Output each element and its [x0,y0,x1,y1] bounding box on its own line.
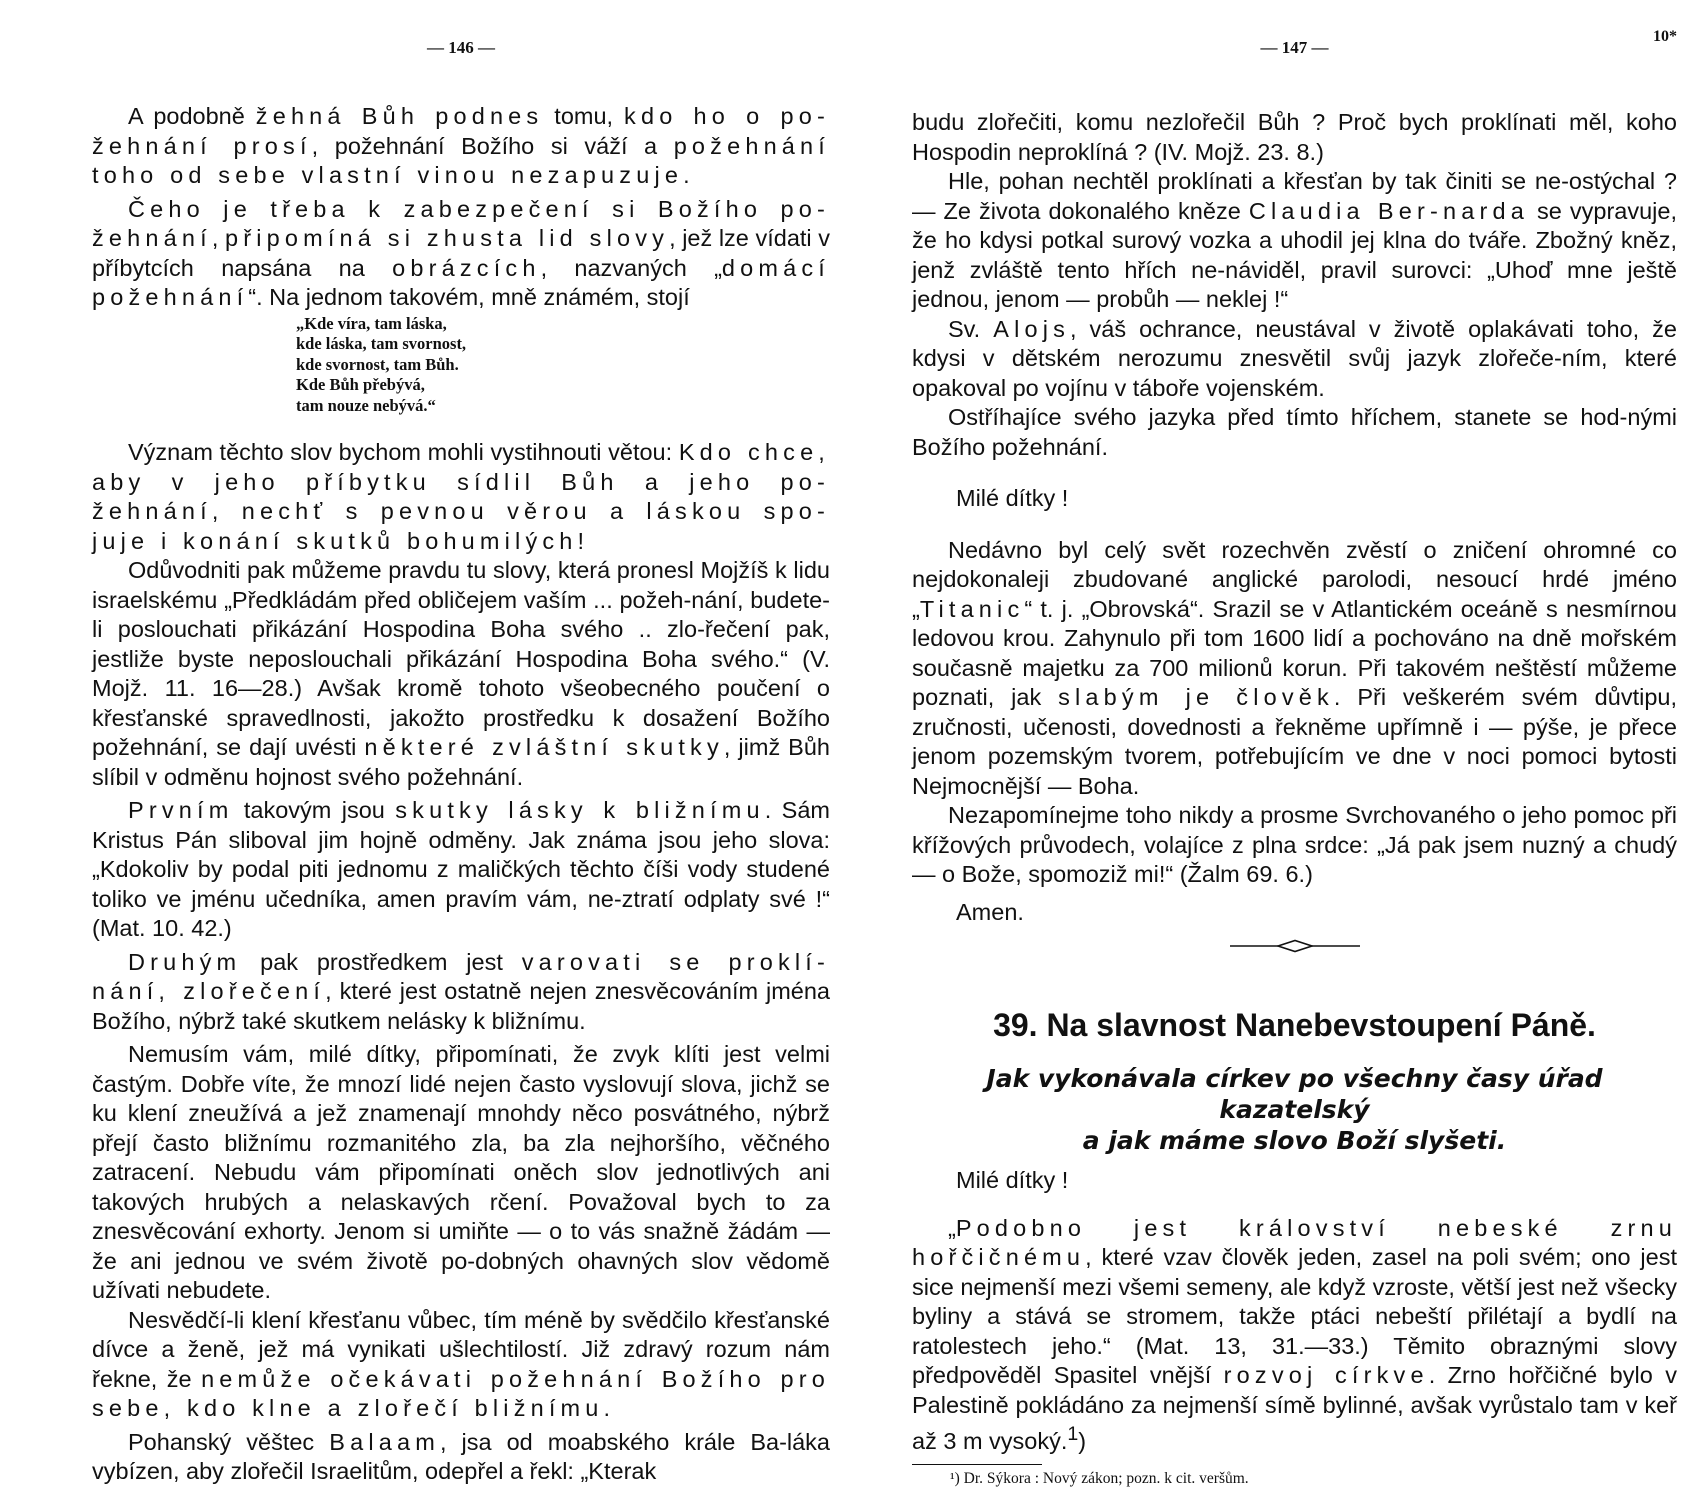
paragraph [912,1214,1677,1457]
footnote-marker: 1 [1067,1423,1079,1445]
emphasis-spaced: některé zvláštní skutky [364,734,724,760]
text-run: pak prostředkem jest [241,948,522,975]
emphasis-spaced: nemůže očekávati požehnání Božího pro sebe, kdo klne a zlořečí bližnímu [92,1365,830,1421]
text-run: , jimž Bůh slíbil v odměnu hojnost svého požehnání. [92,734,830,790]
emphasis-spaced: Kdo chce, aby v jeho příbytku sídlil Bůh a jeho po-žehnání, nechť s pevnou věrou a láskou spo-juje i konání skutků bohumilých [92,439,831,554]
text-run: , jsa od moabského krále Ba-láka vybízen, aby zlořečil Israelitům, odepřel a řekl: „Kterak [92,1428,831,1484]
signature-mark: 10* [1653,28,1677,45]
chapter-subtitle [912,1063,1677,1156]
text-run: Ostříhajíce svého jazyka před tímto hříchem, stanete se hod-nými Božího požehnání. [912,404,1677,460]
emphasis-spaced: rozvoj církve [1223,1362,1429,1388]
text-run: Nesvědčí-li klení křesťanu vůbec, tím méně by svědčilo křesťanské dívce a ženě, jež má vynikati ušlechtilostí. Již zdravý rozum nám řekne, že [92,1306,830,1392]
text-run: Hle, pohan nechtěl proklínati a křesťan by tak činiti se ne-ostýchal ? — Ze života dokonalého kněze [912,168,1677,224]
text-run: Odůvodniti pak můžeme pravdu tu slovy, která pronesl Mojžíš k lidu israelskému „Předkládám před obličejem vaším ... požeh-nání, budete-li poslouchati přikázání Hospodina Boha svého .. zlo-řečení pak, jestliže byste neposlouchali přikázání Hospodina Boha svého.“ (V. Mojž. 11. 16—28.) Avšak kromě tohoto všeobecného poučení o křesťanské spravedlnosti, jakožto prostředku k dosažení Božího požehnání, se dají uvésti [92,557,830,760]
emphasis-spaced: požehnání toho od sebe vlastní vinou nezapuzuje [92,132,830,188]
chapter-subtitle-line: Jak vykonávala církev po všechny časy úřad kazatelský [986,1064,1603,1124]
chapter-subtitle-line: a jak máme slovo Boží slyšeti. [1082,1126,1507,1155]
paragraph [92,556,830,792]
amen: Amen. [956,898,1024,925]
emphasis-spaced: slabým je člověk [1058,684,1334,710]
emphasis-spaced: skutky lásky k bližnímu [395,797,765,823]
left-page-body [92,102,830,1487]
paragraph [92,102,830,191]
poem-line: Kde Bůh přebývá, [296,375,425,394]
paragraph [92,1040,830,1306]
text-run: A podobně [128,103,256,129]
paragraph [912,167,1677,315]
emphasis-spaced: Balaam [329,1428,440,1455]
emphasis-spaced: Prvním [128,797,234,823]
text-run: Význam těchto slov bychom mohli vystihnouti větou: [128,439,679,465]
emphasis-spaced: Čeho je třeba k zabezpečení si Božího po-žehnání [92,195,830,251]
paragraph [912,403,1677,462]
text-run: , váš ochrance, neustával v životě oplakávati toho, že kdysi v dětském nerozumu znesvětil svůj jazyk zlořeče-ním, které opakoval po vojínu v táboře vojenském. [912,315,1677,401]
section-divider-ornament [1230,939,1360,953]
poem-quote [296,314,830,417]
emphasis-spaced: žehná Bůh podnes [255,103,544,129]
text-run: , které vzav člověk jeden, zasel na poli svém; ono jest sice nejmenší mezi všemi semeny, ale když vzroste, větší jest než všecky byliny a stává se stromem, takže ptáci nebeští přilétají a bydlí na ratolestech jeho.“ (Mat. 13, 31.—33.) Těmito obraznými slovy předpověděl Spasitel vnější [912,1244,1677,1388]
text-run: Nezapomínejme toho nikdy a prosme Svrchovaného o jeho pomoc při křížových průvodech, volajíce z plna srdce: „Já pak jsem nuzný a chudý — o Bože, spomoziž mi!“ (Žalm 69. 6.) [912,802,1677,887]
paragraph [92,796,830,944]
paragraph [912,801,1677,890]
paragraph [912,108,1677,167]
text-run: , požehnání Božího si váží a [311,132,674,159]
text-run: „ [948,1214,956,1241]
text-run: ! [577,527,585,554]
poem-line: kde láska, tam svornost, [296,334,467,353]
salutation: Milé dítky ! [956,1167,1069,1193]
emphasis-spaced: připomíná si zhusta lid slovy [224,225,670,251]
poem-line: kde svornost, tam Bůh. [296,354,459,374]
paragraph [92,1306,830,1424]
footnote-rule [912,1464,1042,1465]
emphasis-spaced: obrázcích [392,254,541,281]
text-run: takovým jsou [233,797,396,823]
paragraph [92,195,830,313]
emphasis-spaced: domácí požehnání [92,254,830,310]
emphasis-spaced: Alojs [993,315,1071,342]
text-run: tomu, [543,103,625,129]
right-page-body [912,108,1677,1489]
paragraph [92,1428,830,1487]
chapter-title: 39. Na slavnost Nanebevstoupení Páně. [993,1007,1596,1043]
text-run: . Sám Kristus Pán sliboval jim hojně odměny. Jak známa jsou jeho slova: „Kdokoliv by podal piti jednomu z maličkých těchto číši vody studené toliko ve jménu učedníka, amen pravím vám, ne-ztratí odplaty své !“ (Mat. 10. 42.) [92,797,830,941]
page-number-left: — 146 — [427,38,495,57]
emphasis-spaced: varovati se proklí-nání, zlořečení [92,948,830,1004]
paragraph [912,315,1677,404]
page-number-right: — 147 — [1260,38,1329,57]
text-run: Sv. [948,315,994,342]
salutation: Milé dítky ! [956,485,1069,511]
text-run: . Zrno hořčičné bylo v Palestině pokládáno za nejmenší símě bylinné, avšak vyrůstalo tam v keř až 3 m vysoký. [912,1362,1677,1454]
paragraph [92,438,830,556]
text-run: “. Na jednom takovém, mně známém, stojí [248,284,690,310]
paragraph [912,536,1677,802]
text-run: . [603,1395,611,1421]
emphasis-spaced: Claudia Ber-narda [1248,197,1529,224]
emphasis-spaced: Titanic [919,595,1025,622]
text-run: “ t. j. „Obrovská“. Srazil se v Atlantickém oceáně s nesmírnou ledovou krou. Zahynulo při tom 1600 lidí a pochováno na dně mořském současně majetku za 700 milionů korun. Při takovém neštěstí můžeme poznati, jak [912,595,1677,710]
text-run: se vypravuje, že ho kdysi potkal surový vozka a uhodil jej klna do tváře. Zbožný kněz, jenž zvláště tento hřích ne-náviděl, pravil surovci: „Uhoď mne ještě jednou, jenom — probůh — neklej !“ [912,197,1677,312]
text-run: ) [1078,1427,1087,1454]
text-run: . [683,162,690,188]
emphasis-spaced: kdo ho o po-žehnání prosí [92,103,830,159]
text-run: Pohanský věštec [128,1428,330,1455]
text-run: , jež lze vídati v příbytcích napsána na [92,225,830,281]
emphasis-spaced: Druhým [128,948,242,975]
text-run: . Při veškerém svém důvtipu, zručnosti, učenosti, dovednosti a řekněme upřímně i — pýše, je přece jenom pozemským tvorem, potřebujícím ve dne v noci pomoci bytosti Nejmocnější — Boha. [912,684,1677,799]
text-run: , [211,225,225,251]
paragraph [92,948,830,1037]
text-run: , nazvaných „ [540,254,722,281]
emphasis-spaced: Podobno jest království nebeské zrnu hořčičnému [912,1214,1677,1270]
text-run: , které jest ostatně nejen znesvěcováním jména Božího, nýbrž také skutkem nelásky k bližnímu. [92,978,830,1034]
text-run: budu zlořečiti, komu nezlořečil Bůh ? Proč bych proklínati měl, koho Hospodin neproklíná ? (IV. Mojž. 23. 8.) [912,109,1677,165]
poem-line: „Kde víra, tam láska, [296,313,447,333]
text-run: Nemusím vám, milé dítky, připomínati, že zvyk klíti jest velmi častým. Dobře víte, že mnozí lidé nejen často vyslovují slova, jichž se ku klení zneužívá a jež znamenají mnohdy něco posvátného, nýbrž přejí často bližnímu rozmanitého zla, ba zla nejhoršího, věčného zatracení. Nebudu vám připomínati oněch slov jednotlivých ani takových hrubých a nelaskavých rčení. Považoval bych to za znesvěcování exhorty. Jenom si umiňte — o to vás snažně žádám — že ani jednou ve svém životě po-dobných ohavných slov vědomě užívati nebudete. [92,1041,830,1303]
poem-line: tam nouze nebývá.“ [296,395,436,415]
footnote: ¹) Dr. Sýkora : Nový zákon; pozn. k cit. veršům. [950,1470,1249,1488]
text-run: Nedávno byl celý svět rozechvěn zvěstí o zničení ohromné co nejdokonaleji zbudované anglické parolodi, nesoucí hrdé jméno „ [912,536,1677,622]
